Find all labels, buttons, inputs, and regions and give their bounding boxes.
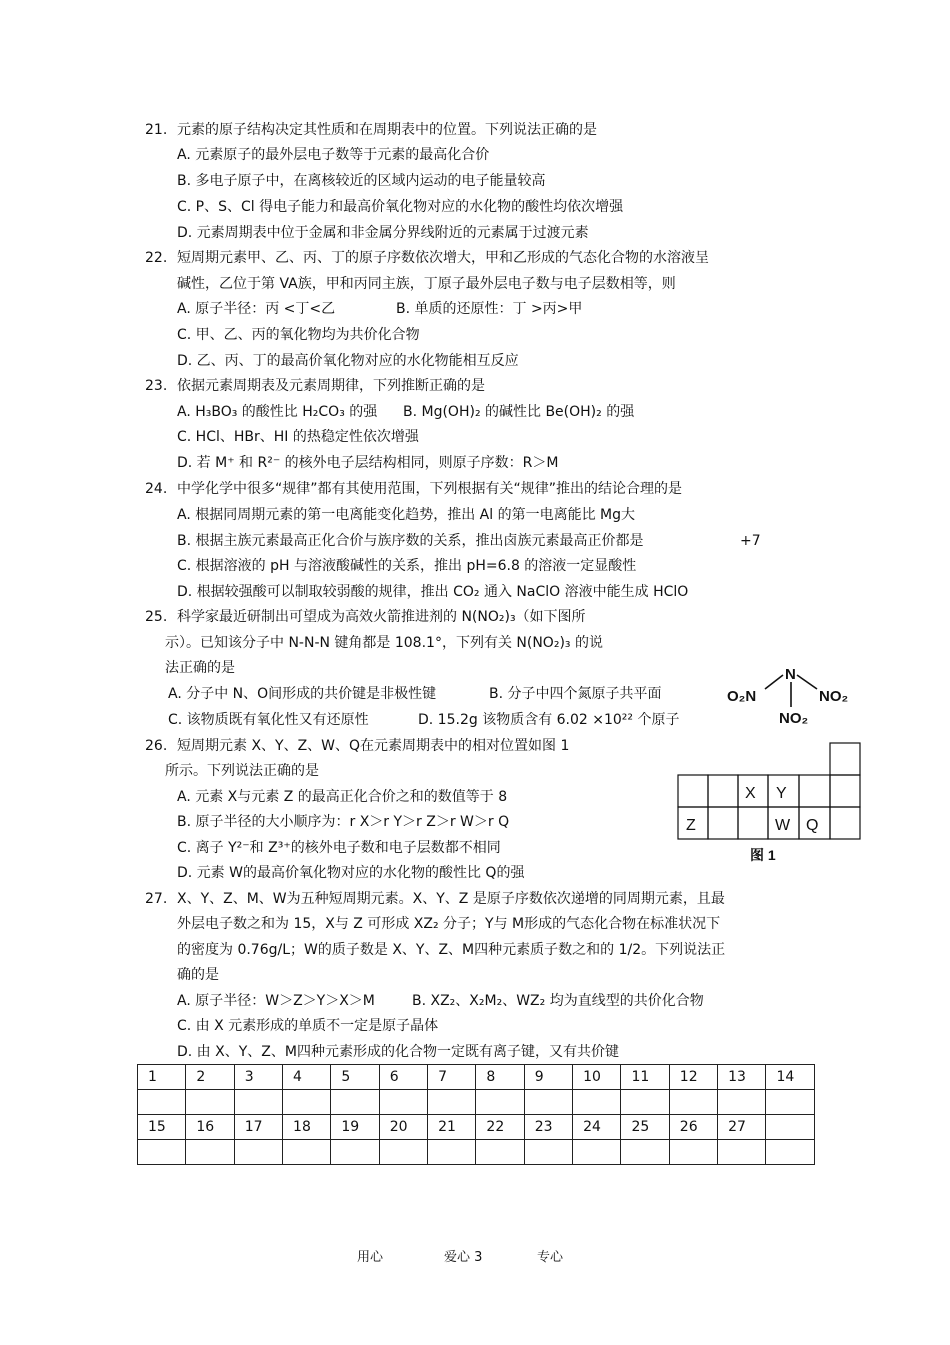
answer-blank-cell[interactable]	[573, 1140, 621, 1165]
q25-option-a: A. 分子中 N、O间形成的共价键是非极性键	[168, 686, 437, 702]
q24-option-b-value: +7	[740, 533, 761, 549]
answer-number-cell: 9	[524, 1065, 572, 1090]
answer-blank-cell[interactable]	[138, 1090, 186, 1115]
answer-blank-row-2	[138, 1140, 815, 1165]
q26-option-d: D. 元素 W的最高价氧化物对应的水化物的酸性比 Q的强	[177, 865, 525, 881]
q26-stem-line1: 短周期元素 X、Y、Z、W、Q在元素周期表中的相对位置如图 1	[177, 738, 570, 754]
answer-number-cell: 20	[379, 1115, 427, 1140]
answer-number-cell: 26	[669, 1115, 717, 1140]
grid-cell	[678, 775, 708, 807]
q26-option-b: B. 原子半径的大小顺序为：r X＞r Y＞r Z＞r W＞r Q	[177, 814, 510, 830]
answer-blank-cell[interactable]	[669, 1090, 717, 1115]
answer-number-cell	[766, 1115, 815, 1140]
answer-blank-cell[interactable]	[186, 1140, 234, 1165]
periodic-table-figure	[677, 741, 861, 866]
q21-stem: 元素的原子结构决定其性质和在周期表中的位置。下列说法正确的是	[177, 122, 597, 138]
grid-cell-top-right	[830, 743, 860, 775]
answer-number-cell: 24	[573, 1115, 621, 1140]
answer-number-cell: 18	[283, 1115, 331, 1140]
answer-number-cell: 22	[476, 1115, 524, 1140]
q27-number: 27.	[145, 891, 168, 907]
q25-number: 25.	[145, 609, 168, 625]
q22-option-b: B. 单质的还原性：丁 >丙>甲	[396, 301, 583, 317]
q27-option-a: A. 原子半径：W＞Z＞Y＞X＞M	[177, 993, 375, 1009]
answer-number-cell: 17	[234, 1115, 282, 1140]
bottom-no2-label: NO₂	[779, 710, 809, 725]
q26-option-c: C. 离子 Y²⁻和 Z³⁺的核外电子数和电子层数都不相同	[177, 840, 501, 856]
bond-left	[765, 675, 783, 689]
answer-number-cell: 25	[621, 1115, 669, 1140]
q26-stem-line2: 所示。下列说法正确的是	[165, 763, 319, 779]
q25-option-d: D. 15.2g 该物质含有 6.02 ×10²² 个原子	[418, 712, 680, 728]
cell-y: Y	[776, 785, 787, 802]
bond-right	[797, 675, 817, 689]
answer-number-cell: 4	[283, 1065, 331, 1090]
cell-q: Q	[806, 817, 819, 834]
answer-blank-cell[interactable]	[186, 1090, 234, 1115]
answer-number-cell: 27	[718, 1115, 766, 1140]
q23-option-c: C. HCl、HBr、HI 的热稳定性依次增强	[177, 429, 419, 445]
answer-blank-cell[interactable]	[476, 1090, 524, 1115]
cell-w: W	[775, 817, 791, 834]
q21-option-c: C. P、S、Cl 得电子能力和最高价氧化物对应的水化物的酸性均依次增强	[177, 199, 624, 215]
answer-blank-cell[interactable]	[766, 1090, 815, 1115]
answer-number-cell: 3	[234, 1065, 282, 1090]
answer-number-cell: 21	[428, 1115, 476, 1140]
answer-blank-cell[interactable]	[283, 1090, 331, 1115]
q27-stem-line3: 的密度为 0.76g/L；W的质子数是 X、Y、Z、M四种元素质子数之和的 1/2。下列说法正	[177, 942, 726, 958]
answer-number-cell: 11	[621, 1065, 669, 1090]
q22-option-a: A. 原子半径：丙 <丁<乙	[177, 301, 336, 317]
q26-option-a: A. 元素 X与元素 Z 的最高正化合价之和的数值等于 8	[177, 789, 508, 805]
q27-stem-line1: X、Y、Z、M、W为五种短周期元素。X、Y、Z 是原子序数依次递增的同周期元素，且最	[177, 891, 725, 907]
answer-blank-cell[interactable]	[669, 1140, 717, 1165]
grid-cell	[708, 807, 738, 839]
answer-blank-cell[interactable]	[766, 1140, 815, 1165]
answer-blank-cell[interactable]	[428, 1140, 476, 1165]
q27-option-d: D. 由 X、Y、Z、M四种元素形成的化合物一定既有离子键，又有共价键	[177, 1044, 619, 1060]
answer-blank-row-1	[138, 1090, 815, 1115]
answer-blank-cell[interactable]	[428, 1090, 476, 1115]
cell-z: Z	[686, 817, 696, 834]
right-no2-label: NO₂	[819, 688, 849, 705]
answer-blank-cell[interactable]	[621, 1090, 669, 1115]
q25-stem-line3: 法正确的是	[165, 660, 235, 676]
answer-number-cell: 16	[186, 1115, 234, 1140]
answer-number-cell: 15	[138, 1115, 186, 1140]
answer-blank-cell[interactable]	[138, 1140, 186, 1165]
q22-stem-line1: 短周期元素甲、乙、丙、丁的原子序数依次增大，甲和乙形成的气态化合物的水溶液呈	[177, 250, 709, 266]
q25-option-b: B. 分子中四个氮原子共平面	[489, 686, 662, 702]
answer-number-cell: 23	[524, 1115, 572, 1140]
q25-stem-line2: 示）。已知该分子中 N-N-N 键角都是 108.1°，下列有关 N(NO₂)₃ 的说	[165, 635, 603, 651]
grid-cell	[799, 775, 830, 807]
q24-option-d: D. 根据较强酸可以制取较弱酸的规律，推出 CO₂ 通入 NaClO 溶液中能生成 HClO	[177, 584, 689, 600]
answer-number-row-1	[138, 1065, 815, 1090]
q24-option-a: A. 根据同周期元素的第一电离能变化趋势，推出 Al 的第一电离能比 Mg大	[177, 507, 636, 523]
answer-number-cell: 7	[428, 1065, 476, 1090]
q23-number: 23.	[145, 378, 168, 394]
q24-option-c: C. 根据溶液的 pH 与溶液酸碱性的关系，推出 pH=6.8 的溶液一定显酸性	[177, 558, 637, 574]
trinitramide-structure	[725, 665, 855, 725]
figure-caption: 图 1	[750, 847, 776, 863]
answer-blank-cell[interactable]	[718, 1140, 766, 1165]
q22-stem-line2: 碱性，乙位于第 VA族，甲和丙同主族，丁原子最外层电子数与电子层数相等，则	[177, 276, 676, 292]
grid-cell	[738, 807, 768, 839]
q21-option-b: B. 多电子原子中，在离核较近的区域内运动的电子能量较高	[177, 173, 546, 189]
answer-blank-cell[interactable]	[524, 1140, 572, 1165]
q24-option-b: B. 根据主族元素最高正化合价与族序数的关系，推出卤族元素最高正价都是	[177, 533, 644, 549]
q26-number: 26.	[145, 738, 168, 754]
footer-right: 专心	[537, 1250, 564, 1265]
central-n-label: N	[785, 666, 796, 683]
answer-number-cell: 19	[331, 1115, 379, 1140]
answer-number-cell: 10	[573, 1065, 621, 1090]
answer-blank-cell[interactable]	[573, 1090, 621, 1115]
answer-number-cell: 13	[718, 1065, 766, 1090]
answer-blank-cell[interactable]	[718, 1090, 766, 1115]
grid-cell	[708, 775, 738, 807]
answer-blank-cell[interactable]	[621, 1140, 669, 1165]
answer-number-row-2	[138, 1115, 815, 1140]
answer-number-cell: 6	[379, 1065, 427, 1090]
answer-blank-cell[interactable]	[379, 1090, 427, 1115]
answer-number-cell: 1	[138, 1065, 186, 1090]
cell-x: X	[745, 785, 756, 802]
answer-number-cell: 14	[766, 1065, 815, 1090]
q27-option-b: B. XZ₂、X₂M₂、WZ₂ 均为直线型的共价化合物	[412, 993, 704, 1009]
left-no2-label: O₂N	[727, 688, 757, 705]
answer-blank-cell[interactable]	[283, 1140, 331, 1165]
q27-option-c: C. 由 X 元素形成的单质不一定是原子晶体	[177, 1018, 439, 1034]
q27-stem-line4: 确的是	[177, 967, 219, 983]
q21-number: 21.	[145, 122, 168, 138]
answer-blank-cell[interactable]	[331, 1090, 379, 1115]
q21-option-d: D. 元素周期表中位于金属和非金属分界线附近的元素属于过渡元素	[177, 225, 589, 241]
answer-number-cell: 8	[476, 1065, 524, 1090]
q24-number: 24.	[145, 481, 168, 497]
answer-blank-cell[interactable]	[379, 1140, 427, 1165]
q23-option-b: B. Mg(OH)₂ 的碱性比 Be(OH)₂ 的强	[403, 404, 635, 420]
answer-blank-cell[interactable]	[476, 1140, 524, 1165]
q22-option-d: D. 乙、丙、丁的最高价氧化物对应的水化物能相互反应	[177, 353, 519, 369]
q22-number: 22.	[145, 250, 168, 266]
q24-stem: 中学化学中很多“规律”都有其使用范围，下列根据有关“规律”推出的结论合理的是	[177, 481, 683, 497]
answer-blank-cell[interactable]	[331, 1140, 379, 1165]
answer-blank-cell[interactable]	[234, 1140, 282, 1165]
q25-stem-line1: 科学家最近研制出可望成为高效火箭推进剂的 N(NO₂)₃（如下图所	[177, 609, 586, 625]
q21-option-a: A. 元素原子的最外层电子数等于元素的最高化合价	[177, 147, 490, 163]
q23-option-d: D. 若 M⁺ 和 R²⁻ 的核外电子层结构相同，则原子序数：R＞M	[177, 455, 559, 471]
q22-option-c: C. 甲、乙、丙的氧化物均为共价化合物	[177, 327, 420, 343]
q27-stem-line2: 外层电子数之和为 15，X与 Z 可形成 XZ₂ 分子；Y与 M形成的气态化合物在标准状况下	[177, 916, 721, 932]
answer-blank-cell[interactable]	[234, 1090, 282, 1115]
answer-number-cell: 5	[331, 1065, 379, 1090]
answer-blank-cell[interactable]	[524, 1090, 572, 1115]
footer-center: 爱心 3	[444, 1250, 483, 1265]
grid-cell	[830, 807, 860, 839]
answer-number-cell: 12	[669, 1065, 717, 1090]
q23-stem: 依据元素周期表及元素周期律，下列推断正确的是	[177, 378, 485, 394]
answer-number-cell: 2	[186, 1065, 234, 1090]
q25-option-c: C. 该物质既有氧化性又有还原性	[168, 712, 369, 728]
grid-cell	[830, 775, 860, 807]
q23-option-a: A. H₃BO₃ 的酸性比 H₂CO₃ 的强	[177, 404, 378, 420]
footer-left: 用心	[357, 1250, 384, 1265]
answer-table	[137, 1064, 815, 1165]
